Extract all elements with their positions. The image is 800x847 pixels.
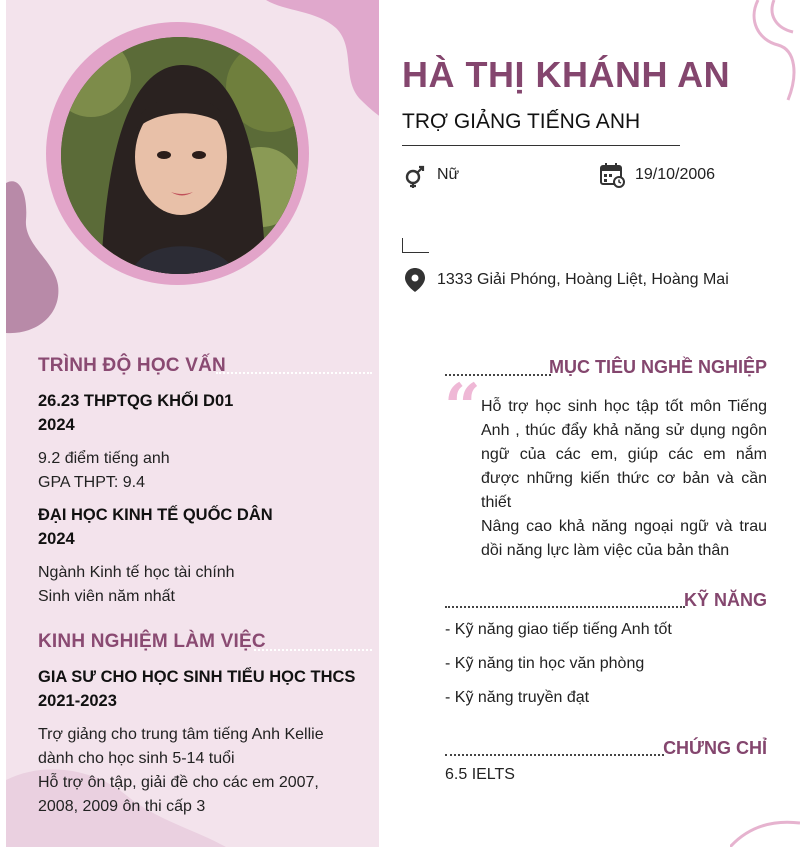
- skill-item-3: - Kỹ năng truyền đạt: [445, 689, 590, 706]
- experience-1-heading: GIA SƯ CHO HỌC SINH TIỂU HỌC THCS: [38, 668, 356, 686]
- birthdate-value: 19/10/2006: [635, 166, 716, 183]
- decorative-swirl-top-right: [748, 0, 800, 110]
- job-title-rule: [402, 145, 680, 146]
- skill-item-1: - Kỹ năng giao tiếp tiếng Anh tốt: [445, 621, 672, 638]
- certificate-item-1: 6.5 IELTS: [445, 766, 515, 783]
- gender-icon: [402, 163, 428, 189]
- education-2-line-2: Sinh viên năm nhất: [38, 588, 175, 605]
- skills-rule: [445, 606, 685, 608]
- certificates-title: CHỨNG CHỈ: [663, 738, 767, 758]
- experience-1-line-3: Hỗ trợ ôn tập, giải đề cho các em 2007,: [38, 774, 319, 791]
- job-title: TRỢ GIẢNG TIẾNG ANH: [402, 110, 641, 133]
- skill-item-2: - Kỹ năng tin học văn phòng: [445, 655, 645, 672]
- location-pin-icon: [402, 267, 428, 293]
- education-rule: [216, 372, 372, 374]
- gender-value: Nữ: [437, 166, 460, 183]
- experience-title: KINH NGHIỆM LÀM VIỆC: [38, 631, 266, 652]
- education-1-line-1: 9.2 điểm tiếng anh: [38, 450, 170, 467]
- avatar: [61, 37, 298, 274]
- certificates-rule: [445, 754, 664, 756]
- skills-title: KỸ NĂNG: [683, 590, 767, 610]
- objective-paragraph-2: Nâng cao khả năng ngoại ngữ và trau dồi năng lực làm việc của bản thân: [481, 518, 767, 559]
- objective-title: MỤC TIÊU NGHỀ NGHIỆP: [548, 357, 767, 377]
- education-2-year: 2024: [38, 530, 75, 548]
- candidate-name: HÀ THỊ KHÁNH AN: [402, 54, 731, 95]
- calendar-icon: [600, 162, 626, 188]
- education-2-heading: ĐẠI HỌC KINH TẾ QUỐC DÂN: [38, 506, 273, 524]
- experience-rule: [254, 649, 372, 651]
- decorative-swirl-bottom-right: [730, 815, 800, 847]
- education-1-heading: 26.23 THPTQG KHỐI D01: [38, 392, 234, 410]
- quote-mark-icon: “: [444, 370, 481, 445]
- experience-1-line-2: dành cho học sinh 5-14 tuổi: [38, 750, 235, 767]
- address-value: 1333 Giải Phóng, Hoàng Liệt, Hoàng Mai: [437, 271, 729, 288]
- education-1-year: 2024: [38, 416, 75, 434]
- experience-1-line-1: Trợ giảng cho trung tâm tiếng Anh Kellie: [38, 726, 324, 743]
- education-1-line-2: GPA THPT: 9.4: [38, 474, 146, 491]
- objective-text: [481, 395, 767, 563]
- experience-1-line-4: 2008, 2009 ôn thi cấp 3: [38, 798, 206, 815]
- hidden-info-fragment: [402, 238, 429, 253]
- objective-paragraph-1: Hỗ trợ học sinh học tập tốt môn Tiếng Anh , thúc đẩy khả năng sử dụng ngôn ngữ của các em, giúp các em nắm được những kiến thức cơ bản và cần thiết: [481, 398, 767, 511]
- portrait-image: [61, 37, 298, 274]
- education-2-line-1: Ngành Kinh tế học tài chính: [38, 564, 235, 581]
- education-title: TRÌNH ĐỘ HỌC VẤN: [38, 355, 226, 376]
- experience-1-year: 2021-2023: [38, 692, 117, 710]
